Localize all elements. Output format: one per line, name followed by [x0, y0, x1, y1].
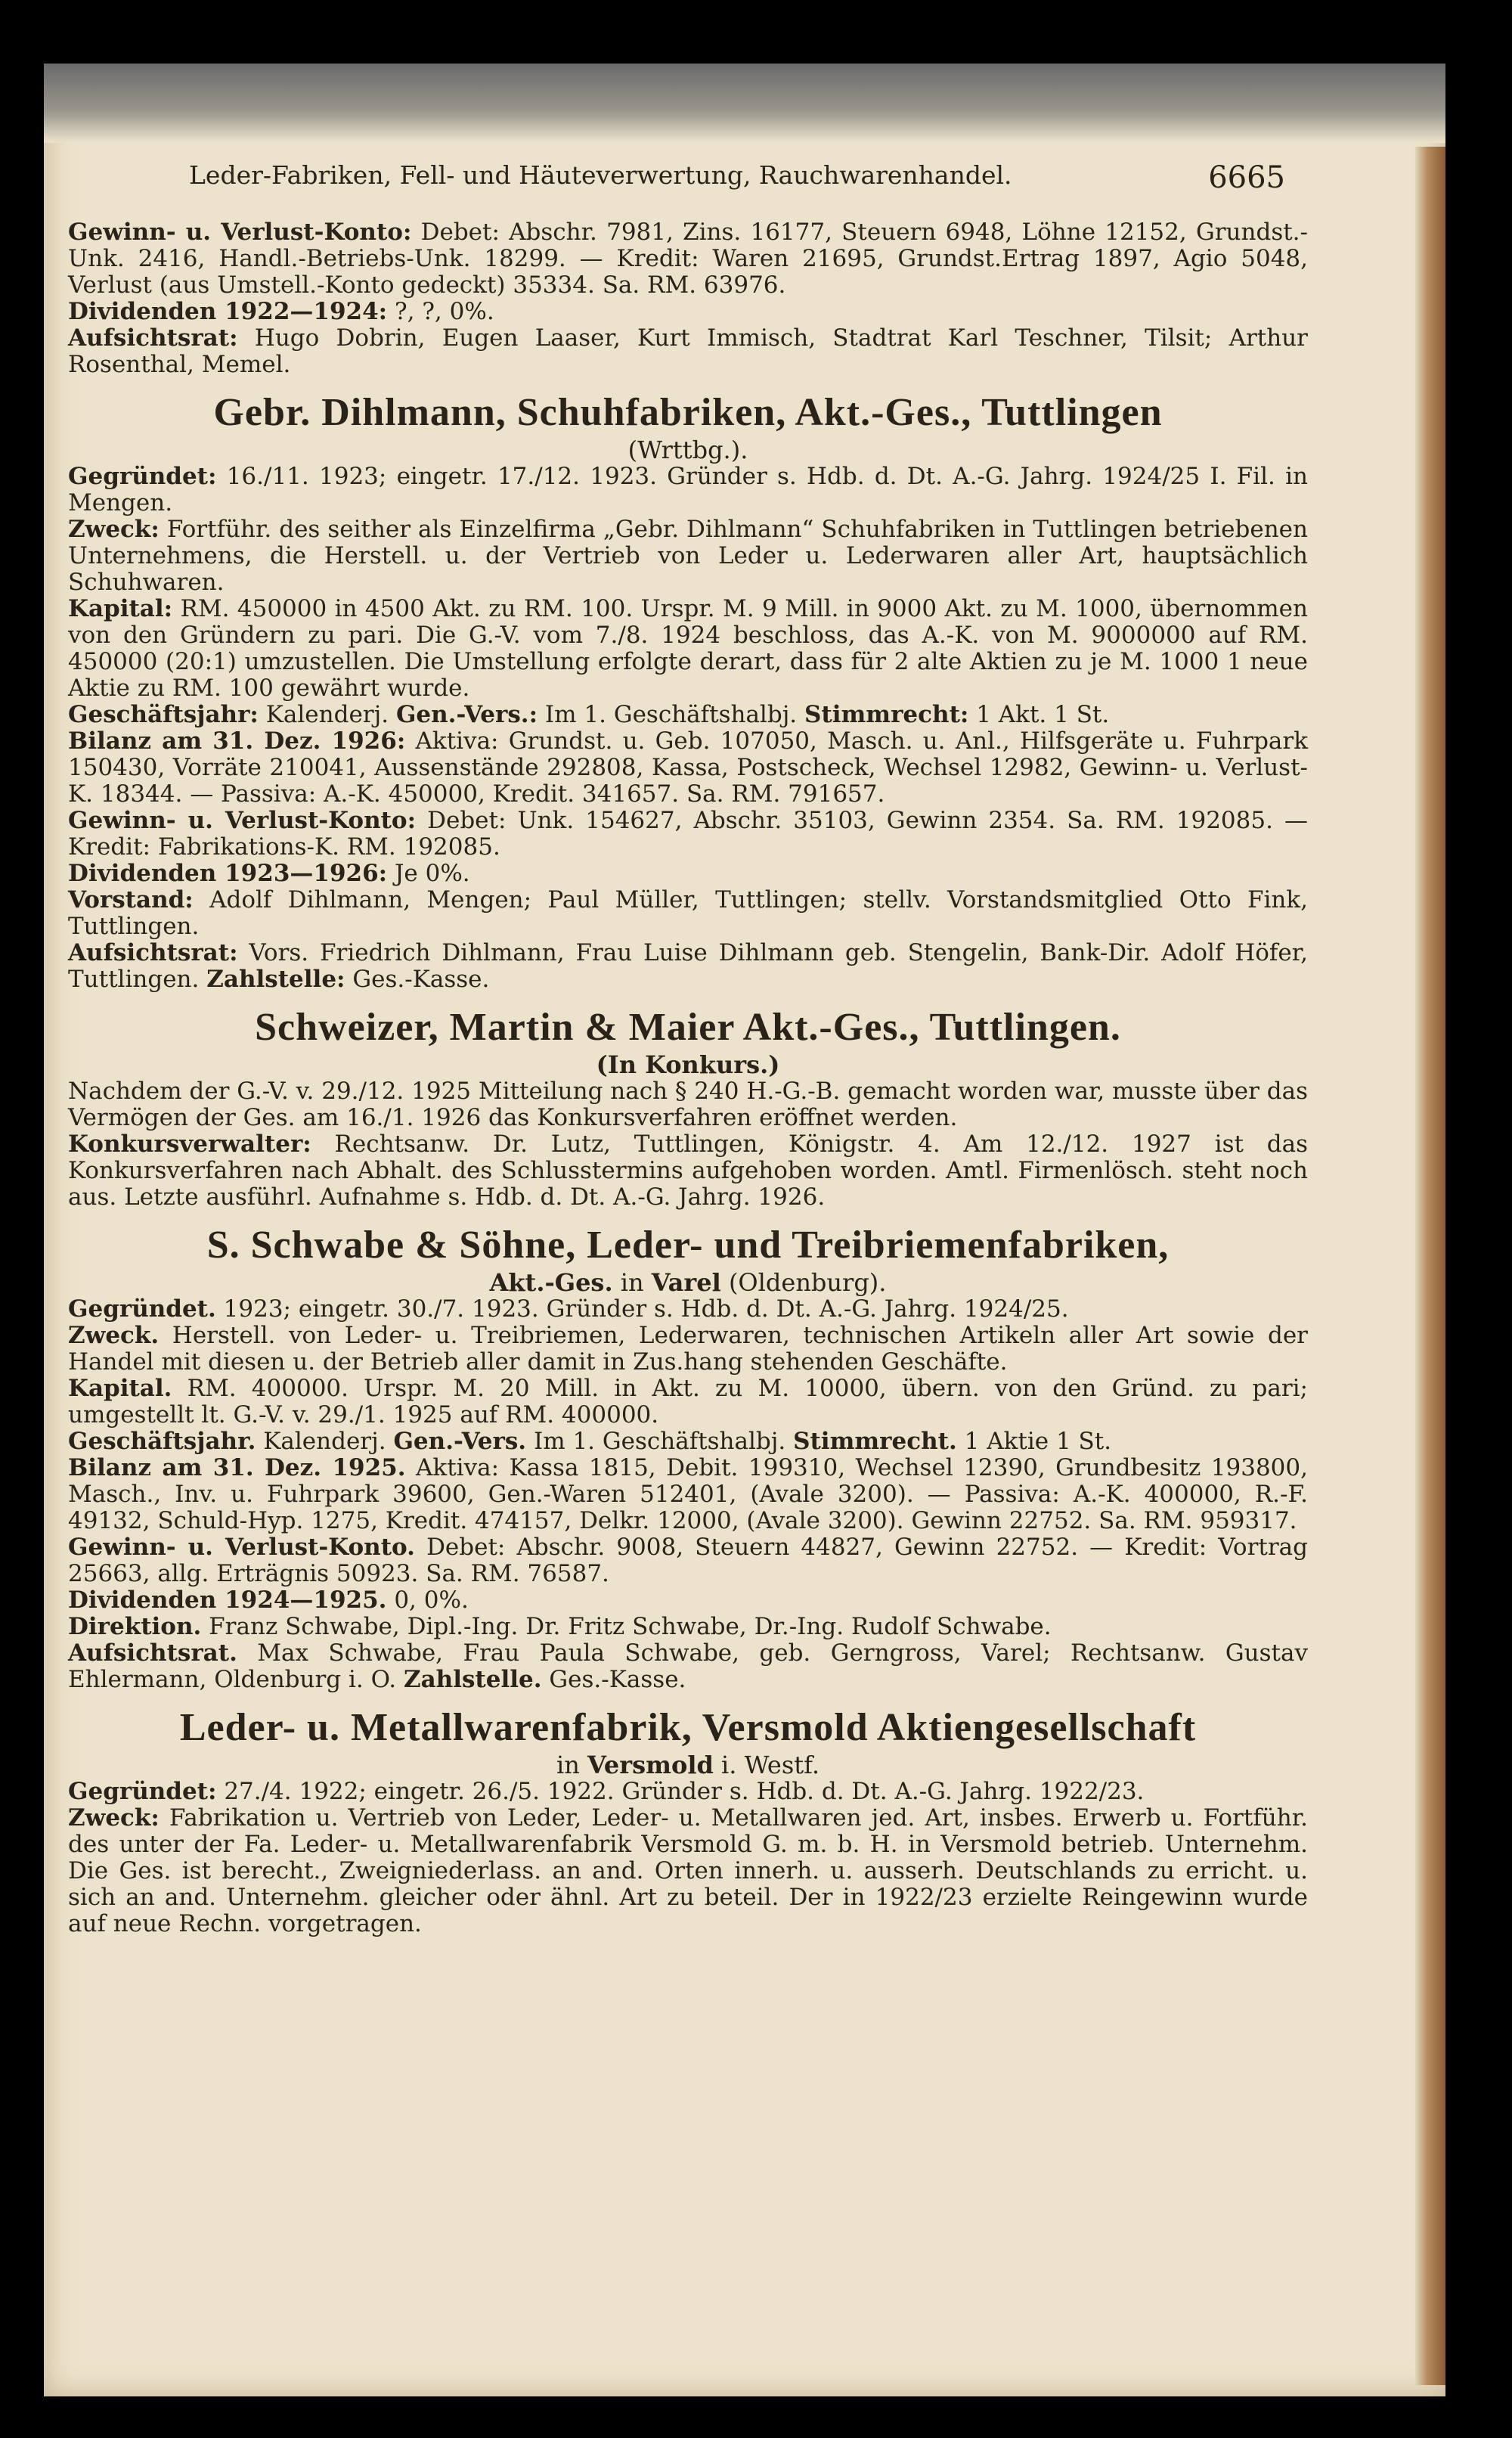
dihlmann-vorstand: Vorstand: Adolf Dihlmann, Mengen; Paul Müller, Tuttlingen; stellv. Vorstandsmitglied Otto Fink, Tuttlingen.	[68, 886, 1308, 940]
dihlmann-bilanz: Bilanz am 31. Dez. 1926: Aktiva: Grundst. u. Geb. 107050, Masch. u. Anl., Hilfsgeräte u. Fuhrpark 150430, Vorräte 210041, Aussenstände 292808, Kassa, Postscheck, Wechsel 12982, Gewinn- u. Verlust-K. 18344. — Passiva: A.-K. 450000, Kredit. 341657. Sa. RM. 791657.	[68, 727, 1308, 808]
binding-edge	[1415, 147, 1445, 2385]
page-content	[68, 219, 1308, 1937]
running-title: Leder-Fabriken, Fell- und Häuteverwertung, Rauchwarenhandel.	[189, 160, 1012, 190]
dihlmann-guv: Gewinn- u. Verlust-Konto: Debet: Unk. 154627, Abschr. 35103, Gewinn 2354. Sa. RM. 192085. — Kredit: Fabrikations-K. RM. 192085.	[68, 807, 1309, 861]
schweizer-title: Schweizer, Martin & Maier Akt.-Ges., Tuttlingen.	[255, 1006, 1121, 1049]
dihlmann-dividenden: Dividenden 1923—1926: Je 0%.	[68, 860, 470, 887]
schweizer-text: Nachdem der G.-V. v. 29./12. 1925 Mitteilung nach § 240 H.-G.-B. gemacht worden war, musste über das Vermögen der Ges. am 16./1. 1926 das Konkursverfahren eröffnet werden.	[68, 1078, 1308, 1131]
schwabe-aufsichtsrat: Aufsichtsrat. Max Schwabe, Frau Paula Schwabe, geb. Gerngross, Varel; Rechtsanw. Gustav Ehlermann, Oldenburg i. O. Zahlstelle. Ges.-Kasse.	[68, 1639, 1308, 1693]
schwabe-zweck: Zweck. Herstell. von Leder- u. Treibriemen, Lederwaren, technischen Artikeln aller Art sowie der Handel mit diesen u. der Betrieb aller damit in Zus.hang stehenden Geschäfte.	[68, 1322, 1308, 1376]
schwabe-direktion: Direktion. Franz Schwabe, Dipl.-Ing. Dr. Fritz Schwabe, Dr.-Ing. Rudolf Schwabe.	[68, 1613, 1052, 1640]
versmold-subtitle: in Versmold i. Westf.	[556, 1751, 820, 1779]
dihlmann-kapital: Kapital: RM. 450000 in 4500 Akt. zu RM. 100. Urspr. M. 9 Mill. in 9000 Akt. zu M. 1000, übernommen von den Gründern zu pari. Die G.-V. vom 7./8. 1924 beschloss, das A.-K. von M. 9000000 auf RM. 450000 (20:1) umzustellen. Die Umstellung erfolgte derart, dass für 2 alte Aktien zu je M. 1000 1 neue Aktie zu RM. 100 gewährt wurde.	[68, 595, 1308, 702]
dihlmann-title: Gebr. Dihlmann, Schuhfabriken, Akt.-Ges., Tuttlingen	[213, 391, 1163, 434]
schwabe-geschaeftsjahr: Geschäftsjahr. Kalenderj. Gen.-Vers. Im 1. Geschäftshalbj. Stimmrecht. 1 Aktie 1 St.	[68, 1428, 1112, 1455]
page-number: 6665	[1208, 160, 1285, 195]
schwabe-dividenden: Dividenden 1924—1925. 0, 0%.	[68, 1587, 469, 1614]
schwabe-guv: Gewinn- u. Verlust-Konto. Debet: Abschr. 9008, Steuern 44827, Gewinn 22752. — Kredit: Vortrag 25663, allg. Erträgnis 50923. Sa. RM. 76587.	[68, 1534, 1308, 1587]
intro-dividends: Dividenden 1922—1924: ?, ?, 0%.	[68, 298, 494, 325]
schweizer-konkursverwalter: Konkursverwalter: Rechtsanw. Dr. Lutz, Tuttlingen, Königstr. 4. Am 12./12. 1927 ist das Konkursverfahren nach Abhalt. des Schlusstermins aufgehoben worden. Amtl. Firmenlösch. steht noch aus. Letzte ausführl. Aufnahme s. Hdb. d. Dt. A.-G. Jahrg. 1926.	[68, 1131, 1308, 1211]
versmold-gegruendet: Gegründet: 27./4. 1922; eingetr. 26./5. 1922. Gründer s. Hdb. d. Dt. A.-G. Jahrg. 1922/23.	[68, 1778, 1145, 1805]
schwabe-gegruendet: Gegründet. 1923; eingetr. 30./7. 1923. Gründer s. Hdb. d. Dt. A.-G. Jahrg. 1924/25.	[68, 1295, 1069, 1323]
schwabe-subtitle: Akt.-Ges. in Varel (Oldenburg).	[489, 1268, 887, 1297]
schweizer-subtitle: (In Konkurs.)	[596, 1050, 780, 1079]
dihlmann-gegruendet: Gegründet: 16./11. 1923; eingetr. 17./12. 1923. Gründer s. Hdb. d. Dt. A.-G. Jahrg. 1924/25 I. Fil. in Mengen.	[68, 463, 1308, 516]
dihlmann-geschaeftsjahr: Geschäftsjahr: Kalenderj. Gen.-Vers.: Im 1. Geschäftshalbj. Stimmrecht: 1 Akt. 1 St.	[68, 701, 1110, 728]
intro-aufsichtsrat: Aufsichtsrat: Hugo Dobrin, Eugen Laaser, Kurt Immisch, Stadtrat Karl Teschner, Tilsit; Arthur Rosenthal, Memel.	[68, 324, 1309, 378]
versmold-title: Leder- u. Metallwarenfabrik, Versmold Aktiengesellschaft	[179, 1706, 1197, 1749]
dihlmann-subtitle: (Wrttbg.).	[627, 436, 748, 464]
versmold-zweck: Zweck: Fabrikation u. Vertrieb von Leder, Leder- u. Metallwaren jed. Art, insbes. Erwerb u. Fortführ. des unter der Fa. Leder- u. Metallwarenfabrik Versmold G. m. b. H. in Versmold betrieb. Unternehm. Die Ges. ist berecht., Zweigniederlass. an and. Orten innerh. u. ausserh. Deutschlands zu erricht. u. sich an and. Unternehm. gleicher oder ähnl. Art zu beteil. Der in 1922/23 erzielte Reingewinn wurde auf neue Rechn. vorgetragen.	[68, 1804, 1308, 1937]
dihlmann-zweck: Zweck: Fortführ. des seither als Einzelfirma „Gebr. Dihlmann“ Schuhfabriken in Tuttlingen betriebenen Unternehmens, die Herstell. u. der Vertrieb von Leder u. Lederwaren aller Art, hauptsächlich Schuhwaren.	[68, 516, 1308, 596]
schwabe-bilanz: Bilanz am 31. Dez. 1925. Aktiva: Kassa 1815, Debit. 199310, Wechsel 12390, Grundbesitz 193800, Masch., Inv. u. Fuhrpark 39600, Gen.-Waren 512401, (Avale 3200). — Passiva: A.-K. 400000, R.-F. 49132, Schuld-Hyp. 1275, Kredit. 474157, Delkr. 12000, (Avale 3200). Gewinn 22752. Sa. RM. 959317.	[68, 1454, 1308, 1534]
page-top-shadow	[44, 64, 1445, 143]
schwabe-title: S. Schwabe & Söhne, Leder- und Treibriemenfabriken,	[206, 1224, 1170, 1267]
intro-guv: Gewinn- u. Verlust-Konto: Debet: Abschr. 7981, Zins. 16177, Steuern 6948, Löhne 12152, Grundst.-Unk. 2416, Handl.-Betriebs-Unk. 18299. — Kredit: Waren 21695, Grundst.Ertrag 1897, Agio 5048, Verlust (aus Umstell.-Konto gedeckt) 35334. Sa. RM. 63976.	[68, 219, 1309, 299]
running-header	[189, 160, 1285, 195]
dihlmann-aufsichtsrat: Aufsichtsrat: Vors. Friedrich Dihlmann, Frau Luise Dihlmann geb. Stengelin, Bank-Dir. Adolf Höfer, Tuttlingen. Zahlstelle: Ges.-Kasse.	[68, 939, 1308, 993]
schwabe-kapital: Kapital. RM. 400000. Urspr. M. 20 Mill. in Akt. zu M. 10000, übern. von den Gründ. zu pari; umgestellt lt. G.-V. v. 29./1. 1925 auf RM. 400000.	[68, 1375, 1308, 1428]
